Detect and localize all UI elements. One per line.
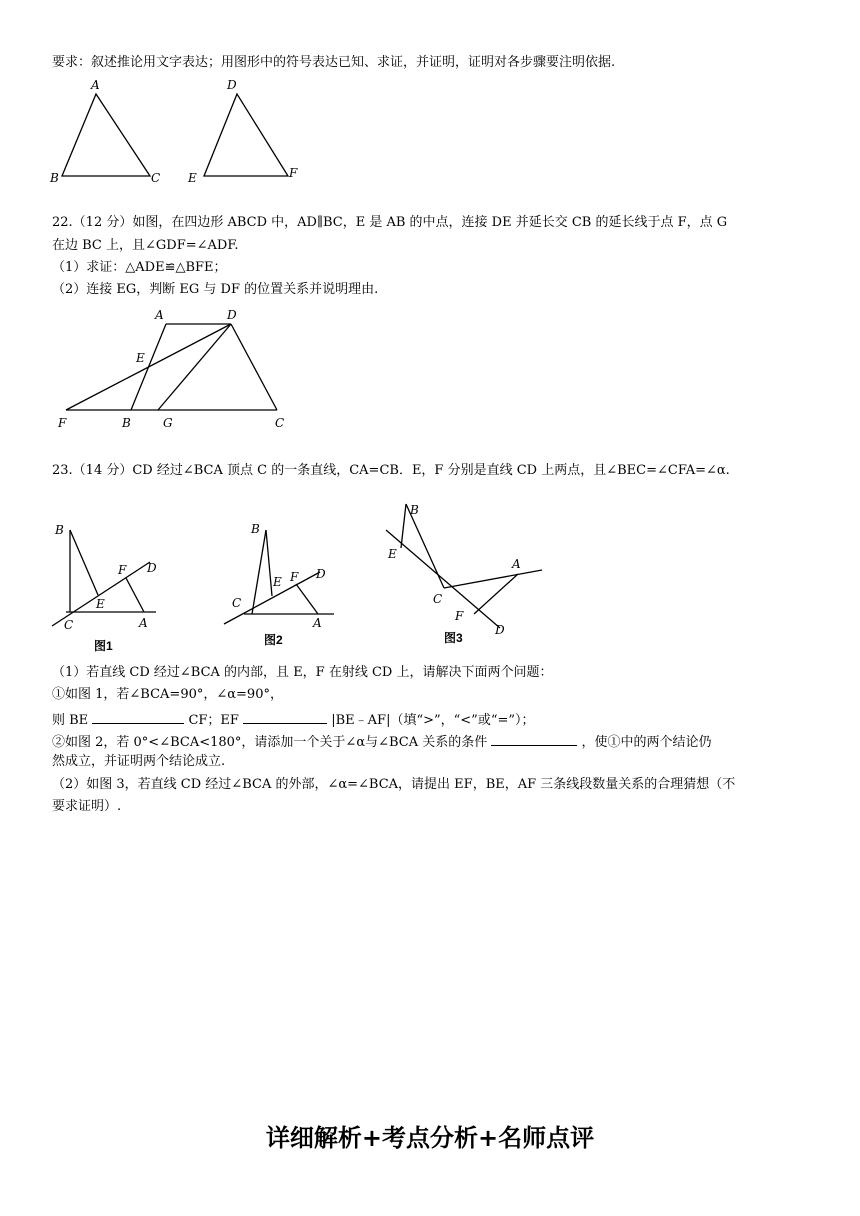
label-c: C: [275, 416, 285, 430]
label-d: D: [316, 567, 326, 581]
label-c: C: [151, 171, 161, 185]
label-e: E: [96, 597, 105, 611]
footer-banner: 详细解析+考点分析+名师点评: [265, 1124, 595, 1152]
q22-line2: 在边 BC 上，且∠GDF=∠ADF.: [52, 238, 239, 253]
label-d: D: [227, 78, 237, 92]
triangle-abc: [62, 94, 150, 176]
label-e: E: [273, 575, 282, 589]
label-g: G: [163, 416, 173, 430]
q23-sub1: ①如图 1，若∠BCA=90°，∠α=90°，: [52, 687, 283, 702]
fill-text-abs: |BE﹣AF|（填“>”，“<”或“=”）；: [331, 713, 535, 728]
q23-line1: 23.（14 分）CD 经过∠BCA 顶点 C 的一条直线，CA=CB．E，F 分别是直线 CD 上两点，且∠BEC=∠CFA=∠α.: [52, 463, 730, 478]
figure-1: [48, 516, 173, 656]
caption-fig2: 图2: [264, 633, 283, 647]
label-b: B: [55, 523, 64, 537]
label-f: F: [118, 563, 127, 577]
q22-line1: 22.（12 分）如图，在四边形 ABCD 中，AD∥BC，E 是 AB 的中点，连接 DE 并延长交 CB 的延长线于点 F，点 G: [52, 215, 728, 230]
label-c: C: [232, 596, 242, 610]
sub2-text-a: ②如图 2，若 0°<∠BCA<180°，请添加一个关于∠α与∠BCA 关系的条件: [52, 735, 488, 750]
fill-text-be: 则 BE: [52, 713, 89, 728]
label-d: D: [227, 308, 237, 322]
q23-sub1-fill: [52, 709, 535, 730]
figure-2: [218, 510, 343, 652]
label-f: F: [58, 416, 67, 430]
q23-sub2-cont: 然成立，并证明两个结论成立.: [52, 754, 226, 769]
label-d: D: [147, 561, 157, 575]
label-b: B: [251, 522, 260, 536]
label-a: A: [512, 557, 521, 571]
label-f: F: [455, 609, 464, 623]
label-a: A: [155, 308, 164, 322]
sub2-text-b: ，使①中的两个结论仍: [581, 735, 712, 750]
caption-fig1: 图1: [94, 639, 113, 653]
q23-part1-intro: （1）若直线 CD 经过∠BCA 的内部，且 E，F 在射线 CD 上，请解决下面两个问题：: [52, 665, 553, 680]
label-e: E: [188, 171, 197, 185]
q23-part2-cont: 要求证明）.: [52, 799, 122, 814]
q23-part2: （2）如图 3，若直线 CD 经过∠BCA 的外部，∠α=∠BCA，请提出 EF，BE，AF 三条线段数量关系的合理猜想（不: [52, 777, 736, 792]
label-b: B: [50, 171, 59, 185]
triangle-def: [204, 94, 288, 176]
label-c: C: [433, 592, 443, 606]
figure-quadrilateral-abcd: [50, 304, 310, 434]
answer-blank-2[interactable]: [243, 709, 327, 724]
label-a: A: [313, 616, 322, 630]
q23-sub2: [52, 731, 712, 752]
label-f: F: [289, 166, 298, 180]
label-c: C: [64, 618, 74, 632]
label-f: F: [290, 570, 299, 584]
label-a: A: [139, 616, 148, 630]
fill-text-cf: CF；EF: [188, 713, 239, 728]
figure-3: [382, 496, 547, 648]
figure-two-triangles: [40, 74, 320, 194]
q22-part1: （1）求证：△ADE≌△BFE；: [52, 260, 227, 275]
caption-fig3: 图3: [444, 631, 463, 645]
q22-part2: （2）连接 EG，判断 EG 与 DF 的位置关系并说明理由.: [52, 282, 379, 297]
answer-blank-3[interactable]: [491, 731, 577, 746]
label-d: D: [495, 623, 505, 637]
label-a: A: [91, 78, 100, 92]
label-b: B: [410, 503, 419, 517]
requirement-text: 要求：叙述推论用文字表达；用图形中的符号表达已知、求证，并证明，证明对各步骤要注明依据.: [52, 55, 616, 70]
label-e: E: [388, 547, 397, 561]
answer-blank-1[interactable]: [92, 709, 184, 724]
label-b: B: [122, 416, 131, 430]
label-e: E: [136, 351, 145, 365]
